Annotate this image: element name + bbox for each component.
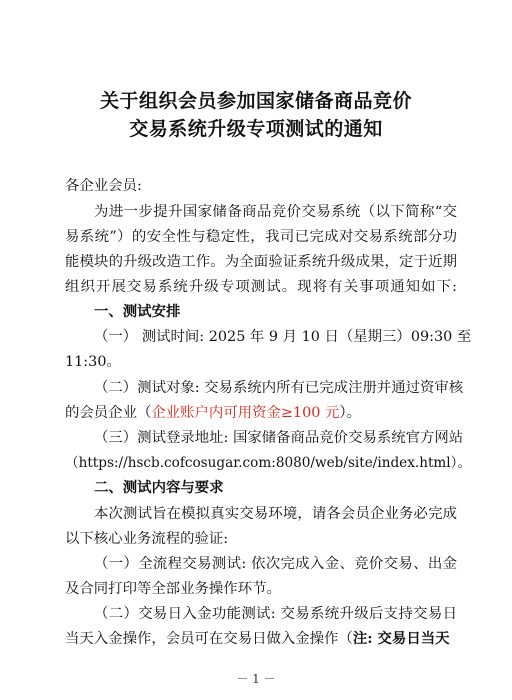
fund-requirement-highlight: 企业账户内可用资金≥100 元: [151, 405, 340, 421]
test-time-line-1: （一） 测试时间: 2025 年 9 月 10 日（星期三）09:30 至: [94, 329, 472, 345]
test-target-line-2: [65, 403, 457, 423]
intro-line-4: 组织开展交易系统升级专项测试。现将有关事项通知如下:: [65, 279, 457, 295]
intro-line-3: 能模块的升级改造工作。为全面验证系统升级成果，定于近期: [65, 254, 457, 270]
deposit-test-text: 当天入金操作，会员可在交易日做入金操作（: [65, 631, 353, 647]
notice-title-line2: 交易系统升级专项测试的通知: [129, 118, 383, 140]
test-target-closing: ）。: [339, 405, 361, 421]
test-desc-line-2: 以下核心业务流程的验证:: [65, 531, 229, 547]
deposit-test-line-2: [65, 629, 457, 649]
deposit-test-line-1: （二）交易日入金功能测试: 交易系统升级后支持交易日: [94, 606, 457, 622]
login-address-line-1: （三）测试登录地址: 国家储备商品竞价交易系统官方网站: [94, 430, 464, 446]
test-target-line-1: （二）测试对象: 交易系统内所有已完成注册并通过资审核: [94, 380, 464, 396]
section1-heading: 一、测试安排: [94, 304, 181, 320]
full-flow-test-line-2: 及合同打印等全部业务操作环节。: [65, 581, 281, 597]
test-desc-line-1: 本次测试旨在模拟真实交易环境，请各会员企业务必完成: [94, 506, 457, 522]
page-number: － 1 －: [236, 672, 276, 686]
salutation: 各企业会员:: [65, 178, 142, 194]
test-time-line-2: 11:30。: [65, 354, 121, 370]
intro-line-2: 易系统”）的安全性与稳定性，我司已完成对交易系统部分功: [65, 229, 457, 245]
full-flow-test-line-1: （一）全流程交易测试: 依次完成入金、竞价交易、出金: [94, 556, 457, 572]
notice-title-line1: 关于组织会员参加国家储备商品竞价: [99, 90, 412, 112]
section2-heading: 二、测试内容与要求: [94, 480, 224, 496]
login-url[interactable]: （https://hscb.cofcosugar.com:8080/web/site/index.html）。: [65, 455, 472, 471]
test-target-text: 的会员企业（: [65, 405, 152, 421]
intro-line-1: 为进一步提升国家储备商品竞价交易系统（以下简称“交: [94, 204, 457, 220]
deposit-note-bold: 注: 交易日当天: [352, 630, 450, 647]
